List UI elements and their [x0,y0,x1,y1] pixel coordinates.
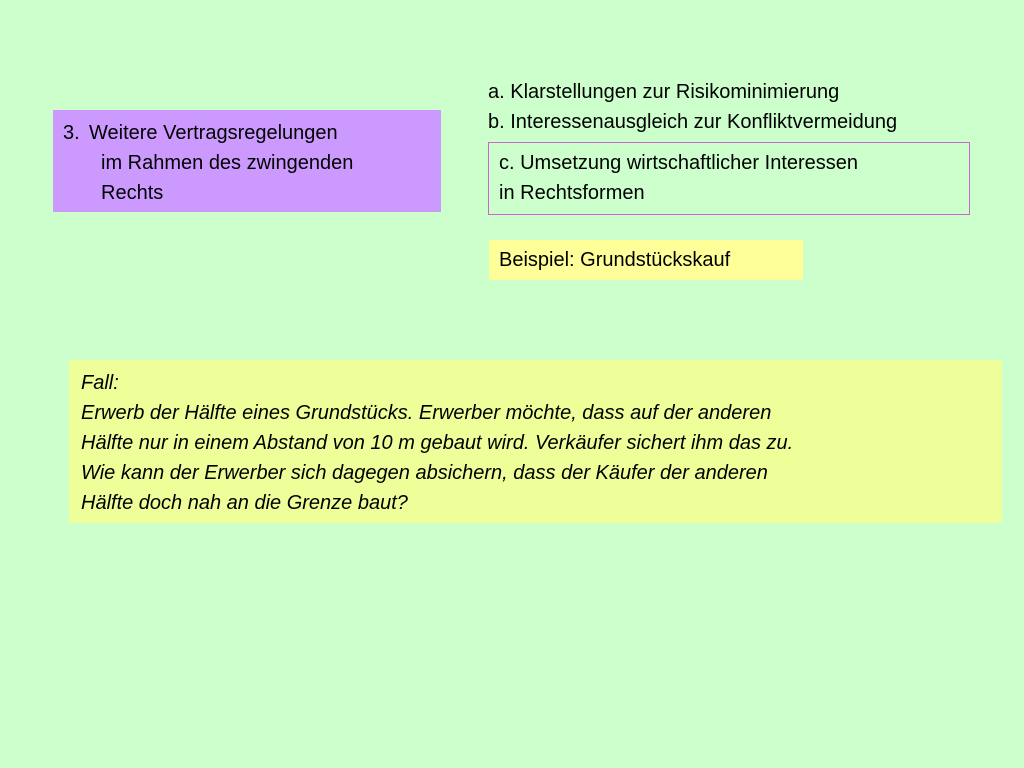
points-list [488,77,1024,137]
case-line-3: Wie kann der Erwerber sich dagegen absichern, dass der Käufer der anderen [81,462,768,484]
point-c-line-2: in Rechtsformen [499,182,645,204]
section-heading-box [53,110,441,212]
case-line-1: Erwerb der Hälfte eines Grundstücks. Erwerber möchte, dass auf der anderen [81,402,772,424]
section-title-line-2: im Rahmen des zwingenden [101,152,354,174]
section-number: 3. [63,122,80,144]
case-line-4: Hälfte doch nah an die Grenze baut? [81,492,408,514]
point-c-line-1: c. Umsetzung wirtschaftlicher Interessen [499,152,859,174]
point-c-box [488,142,970,215]
section-title-line-1: Weitere Vertragsregelungen [89,122,338,144]
case-box [69,360,1002,523]
case-title: Fall: [81,372,119,394]
point-b: b. Interessenausgleich zur Konfliktvermeidung [488,111,898,133]
example-label: Beispiel: Grundstückskauf [489,240,803,280]
point-a: a. Klarstellungen zur Risikominimierung [488,81,840,103]
section-title-line-3: Rechts [101,182,164,204]
case-line-2: Hälfte nur in einem Abstand von 10 m gebaut wird. Verkäufer sichert ihm das zu. [81,432,794,454]
